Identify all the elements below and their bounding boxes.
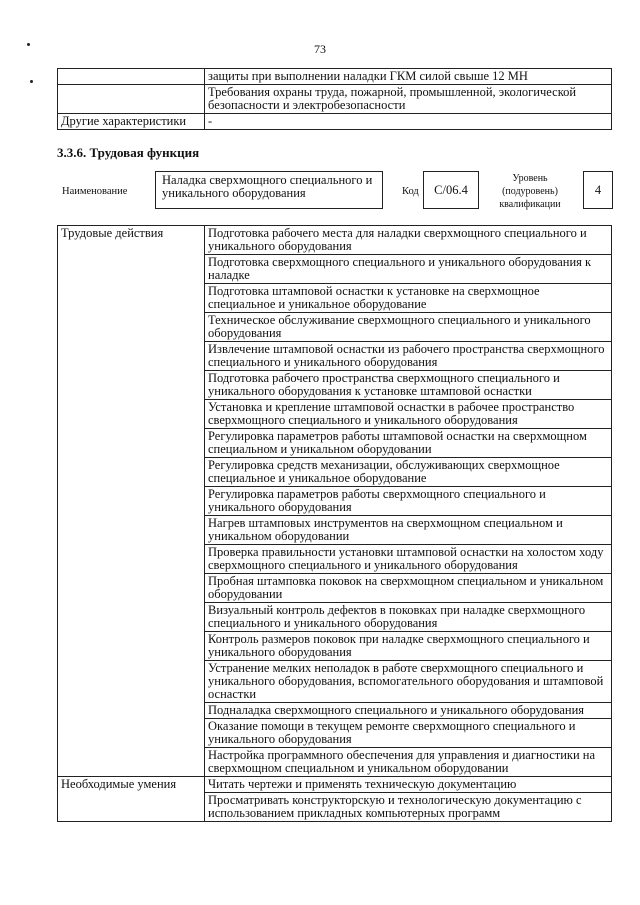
page-number: 73: [314, 42, 326, 56]
labor-action-item: Подготовка рабочего пространства сверхмощного специального и уникального оборудования к установке штамповой оснастки: [205, 371, 612, 400]
labor-action-item: Установка и крепление штамповой оснастки в рабочее пространство сверхмощного специального и уникального оборудования: [205, 400, 612, 429]
labor-action-item: Оказание помощи в текущем ремонте сверхмощного специального и уникального оборудования: [205, 719, 612, 748]
skill-item: Просматривать конструкторскую и технологическую документацию с использованием прикладных компьютерных программ: [205, 793, 612, 822]
labor-action-item: Регулировка параметров работы сверхмощного специального и уникального оборудования: [205, 487, 612, 516]
level-label: Уровень (подуровень) квалификации: [499, 173, 561, 210]
scan-mark: [27, 43, 30, 46]
name-value: Наладка сверхмощного специального и уникального оборудования: [155, 171, 383, 209]
table-cell-value: Требования охраны труда, пожарной, промышленной, экологической безопасности и электробезопасности: [205, 85, 612, 114]
labor-action-item: Подготовка рабочего места для наладки сверхмощного специального и уникального оборудования: [205, 226, 612, 255]
labor-action-item: Регулировка параметров работы штамповой оснастки на сверхмощном специальном и уникальном оборудовании: [205, 429, 612, 458]
table-cell-label: [58, 85, 205, 114]
code-value: C/06.4: [423, 171, 479, 209]
table-cell-value: защиты при выполнении наладки ГКМ силой свыше 12 МН: [205, 69, 612, 85]
table-row: [58, 777, 612, 793]
table-cell-label: [58, 69, 205, 85]
labor-action-item: Регулировка средств механизации, обслуживающих сверхмощное специальное и уникальное оборудование: [205, 458, 612, 487]
top-table: [57, 68, 612, 130]
labor-action-item: Проверка правильности установки штамповой оснастки на холостом ходу сверхмощного специального и уникального оборудования: [205, 545, 612, 574]
labor-action-item: Подналадка сверхмощного специального и уникального оборудования: [205, 703, 612, 719]
labor-action-label: Трудовые действия: [58, 226, 205, 777]
labor-action-item: Подготовка штамповой оснастки к установке на сверхмощное специальное и уникальное оборудование: [205, 284, 612, 313]
section-title: 3.3.6. Трудовая функция: [57, 145, 200, 160]
table-row: [58, 114, 612, 130]
table-row: [58, 85, 612, 114]
labor-action-item: Устранение мелких неполадок в работе сверхмощного специального и уникального оборудования, вспомогательного оборудования и штамповой оснастки: [205, 661, 612, 703]
table-cell-value: -: [205, 114, 612, 130]
level-value: 4: [583, 171, 613, 209]
name-label: Наименование: [62, 186, 128, 197]
labor-action-item: Контроль размеров поковок при наладке сверхмощного специального и уникального оборудования: [205, 632, 612, 661]
table-row: [58, 69, 612, 85]
labor-action-item: Подготовка сверхмощного специального и уникального оборудования к наладке: [205, 255, 612, 284]
scan-mark: [30, 80, 33, 83]
table-row: [58, 226, 612, 255]
labor-action-item: Пробная штамповка поковок на сверхмощном специальном и уникальном оборудовании: [205, 574, 612, 603]
labor-action-item: Извлечение штамповой оснастки из рабочего пространства сверхмощного специального и уникального оборудования: [205, 342, 612, 371]
labor-action-item: Нагрев штамповых инструментов на сверхмощном специальном и уникальном оборудовании: [205, 516, 612, 545]
skill-item: Читать чертежи и применять техническую документацию: [205, 777, 612, 793]
code-label: Код: [402, 186, 419, 197]
labor-action-item: Техническое обслуживание сверхмощного специального и уникального оборудования: [205, 313, 612, 342]
skill-label: Необходимые умения: [58, 777, 205, 822]
labor-action-item: Настройка программного обеспечения для управления и диагностики на сверхмощном специальном и уникальном оборудовании: [205, 748, 612, 777]
labor-action-item: Визуальный контроль дефектов в поковках при наладке сверхмощного специального и уникального оборудования: [205, 603, 612, 632]
table-cell-label: Другие характеристики: [58, 114, 205, 130]
labor-function-table: [57, 225, 612, 822]
